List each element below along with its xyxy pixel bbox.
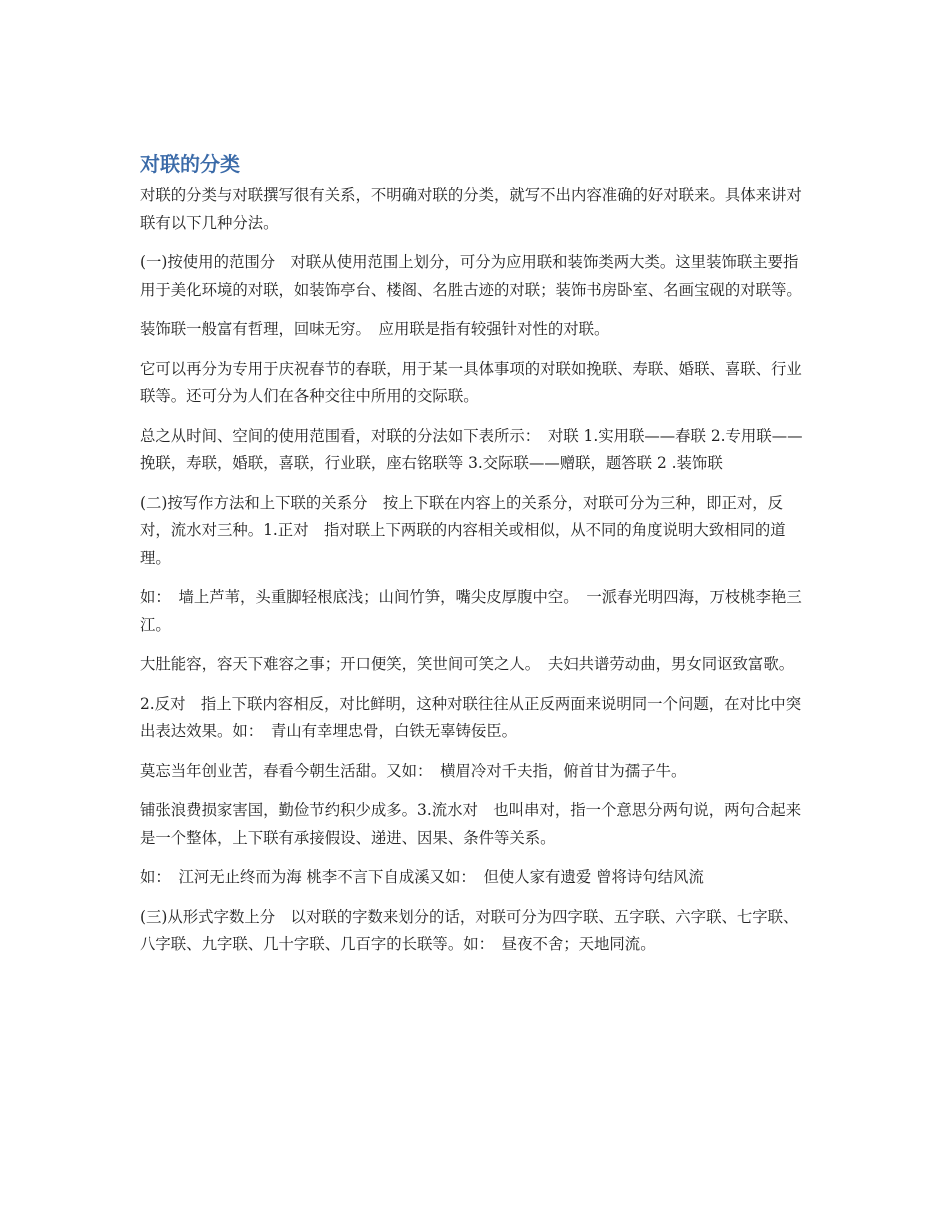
paragraph-example-3: 莫忘当年创业苦，春看今朝生活甜。又如： 横眉冷对千夫指，俯首甘为孺子牛。 — [140, 761, 687, 780]
paragraph-example-1: 如： 墙上芦苇，头重脚轻根底浅；山间竹笋，嘴尖皮厚腹中空。 一派春光明四海，万枝桃李艳三江。 — [140, 588, 802, 634]
paragraph-decorative: 装饰联一般富有哲理，回味无穷。 应用联是指有较强针对性的对联。 — [140, 320, 610, 338]
paragraph-subtypes: 它可以再分为专用于庆祝春节的春联，用于某一具体事项的对联如挽联、寿联、婚联、喜联、行业联等。还可分为人们在各种交往中所用的交际联。 — [140, 359, 802, 405]
paragraph-summary-table: 总之从时间、空间的使用范围看，对联的分法如下表所示： 对联 1.实用联——春联 2.专用联——挽联，寿联，婚联，喜联，行业联，座右铭联等 3.交际联——赠联，题答联 2 .装饰联 — [140, 426, 803, 472]
paragraph-intro: 对联的分类与对联撰写很有关系，不明确对联的分类，就写不出内容准确的好对联来。具体来讲对联有以下几种分法。 — [140, 186, 802, 232]
paragraph-example-4: 如： 江河无止终而为海 桃李不言下自成溪又如： 但使人家有遗爱 曾将诗句结风流 — [140, 868, 704, 886]
document-page — [140, 150, 810, 971]
paragraph-by-usage: (一)按使用的范围分 对联从使用范围上划分，可分为应用联和装饰类两大类。这里装饰联主要指用于美化环境的对联，如装饰亭台、楼阁、名胜古迹的对联；装饰书房卧室、名画宝砚的对联等。 — [140, 253, 802, 299]
paragraph-contrast: 2.反对 指上下联内容相反，对比鲜明，这种对联往往从正反两面来说明同一个问题，在对比中突出表达效果。如： 青山有幸埋忠骨，白铁无辜铸佞臣。 — [140, 694, 802, 740]
paragraph-by-writing: (二)按写作方法和上下联的关系分 按上下联在内容上的关系分，对联可分为三种，即正对，反对，流水对三种。1.正对 指对联上下两联的内容相关或相似，从不同的角度说明大致相同的道理。 — [140, 493, 786, 567]
paragraph-example-2: 大肚能容，容天下难容之事；开口便笑，笑世间可笑之人。 夫妇共谱劳动曲，男女同讴致富歌。 — [140, 655, 795, 673]
page-title: 对联的分类 — [140, 152, 240, 176]
paragraph-by-length: (三)从形式字数上分 以对联的字数来划分的话，对联可分为四字联、五字联、六字联、七字联、八字联、九字联、几十字联、几百字的长联等。如： 昼夜不舍；天地同流。 — [140, 907, 799, 953]
paragraph-flowing: 铺张浪费损家害国，勤俭节约积少成多。3.流水对 也叫串对，指一个意思分两句说，两句合起来是一个整体，上下联有承接假设、递进、因果、条件等关系。 — [140, 801, 802, 847]
